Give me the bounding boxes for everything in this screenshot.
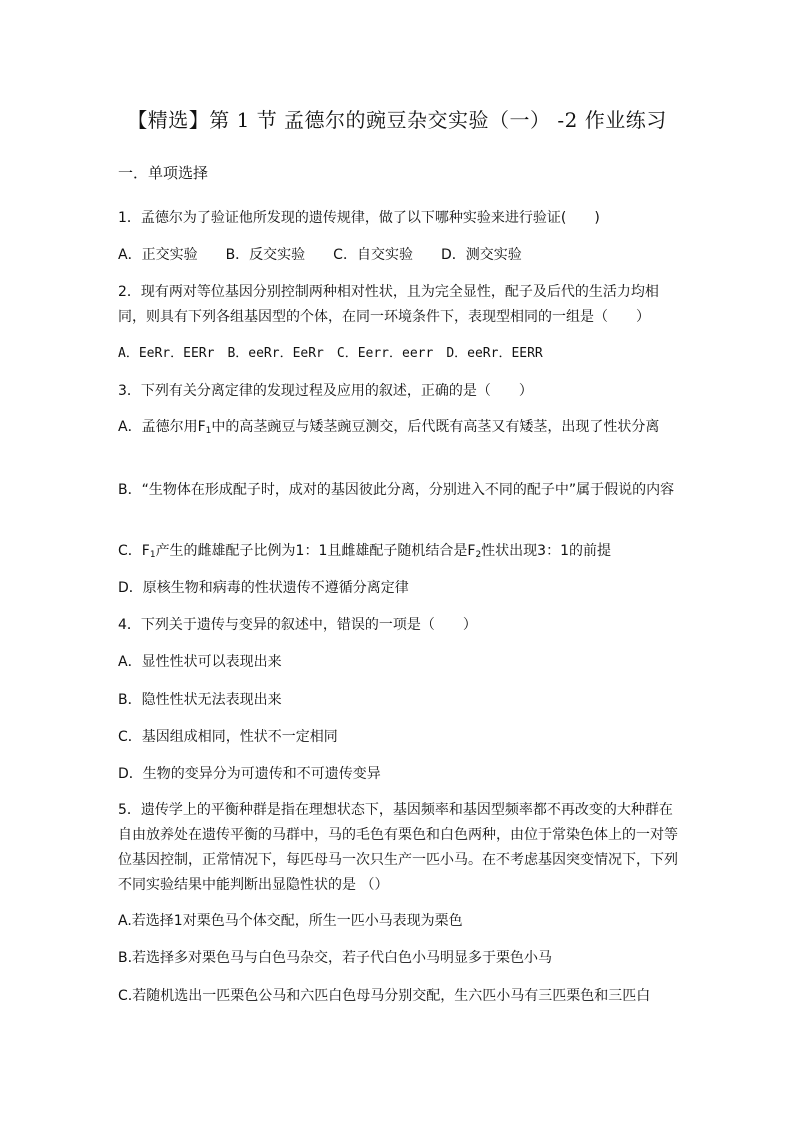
question-1-stem: 1．孟德尔为了验证他所发现的遗传规律，做了以下哪种实验来进行验证( ) bbox=[118, 210, 600, 226]
subscript: 1 bbox=[205, 426, 212, 436]
option-a-text-1: A．孟德尔用F bbox=[118, 419, 206, 435]
question-3-stem: 3．下列有关分离定律的发现过程及应用的叙述，正确的是（ ） bbox=[118, 383, 533, 399]
subscript: 1 bbox=[149, 550, 156, 560]
option-c-text-3: 性状出现3：1的前提 bbox=[481, 543, 611, 559]
question-3-option-c bbox=[118, 541, 611, 561]
question-3-option-d: D．原核生物和病毒的性状遗传不遵循分离定律 bbox=[118, 580, 409, 596]
question-3-option-a bbox=[118, 415, 678, 440]
question-2-stem: 2．现有两对等位基因分别控制两种相对性状，且为完全显性，配子及后代的生活力均相同，则具有下列各组基因型的个体，在同一环境条件下，表现型相同的一组是（ ） bbox=[118, 284, 659, 325]
page-title: 【精选】第 1 节 孟德尔的豌豆杂交实验（一） -2 作业练习 bbox=[127, 108, 667, 132]
subscript: 2 bbox=[475, 550, 482, 560]
option-c-text-2: 产生的雌雄配子比例为1：1且雌雄配子随机结合是F bbox=[155, 543, 476, 559]
question-4-option-b: B．隐性性状无法表现出来 bbox=[118, 692, 282, 708]
question-4-option-c: C．基因组成相同，性状不一定相同 bbox=[118, 729, 338, 745]
question-1-options: A．正交实验 B．反交实验 C．自交实验 D．测交实验 bbox=[118, 247, 522, 263]
option-a-text-2: 中的高茎豌豆与矮茎豌豆测交，后代既有高茎又有矮茎，出现了性状分离 bbox=[211, 419, 660, 435]
question-4-option-a: A．显性性状可以表现出来 bbox=[118, 654, 282, 670]
option-c-text-1: C．F bbox=[118, 543, 150, 559]
question-4-option-d: D．生物的变异分为可遗传和不可遗传变异 bbox=[118, 766, 381, 782]
section-heading: 一．单项选择 bbox=[118, 164, 209, 182]
question-4-stem: 4．下列关于遗传与变异的叙述中，错误的一项是（ ） bbox=[118, 617, 477, 633]
question-5-option-b: B.若选择多对栗色马与白色马杂交，若子代白色小马明显多于栗色小马 bbox=[118, 950, 553, 966]
question-5-stem: 5．遗传学上的平衡种群是指在理想状态下，基因频率和基因型频率都不再改变的大种群在自由放养处在遗传平衡的马群中，马的毛色有栗色和白色两种，由位于常染色体上的一对等位基因控制，正常情况下，每匹母马一次只生产一匹小马。在不考虑基因突变情况下，下列不同实验结果中能判断出显隐性状的是 （） bbox=[118, 802, 678, 893]
question-2-options: A．EeRr．EERr B．eeRr．EeRr C．Eerr．eerr D．eeRr．EERR bbox=[118, 346, 543, 361]
question-5-option-c: C.若随机选出一匹栗色公马和六匹白色母马分别交配，生六匹小马有三匹栗色和三匹白 bbox=[118, 988, 651, 1004]
question-3-option-b: B．“生物体在形成配子时，成对的基因彼此分离，分别进入不同的配子中”属于假说的内容 bbox=[118, 482, 675, 498]
question-5-option-a: A.若选择1对栗色马个体交配，所生一匹小马表现为栗色 bbox=[118, 913, 463, 929]
